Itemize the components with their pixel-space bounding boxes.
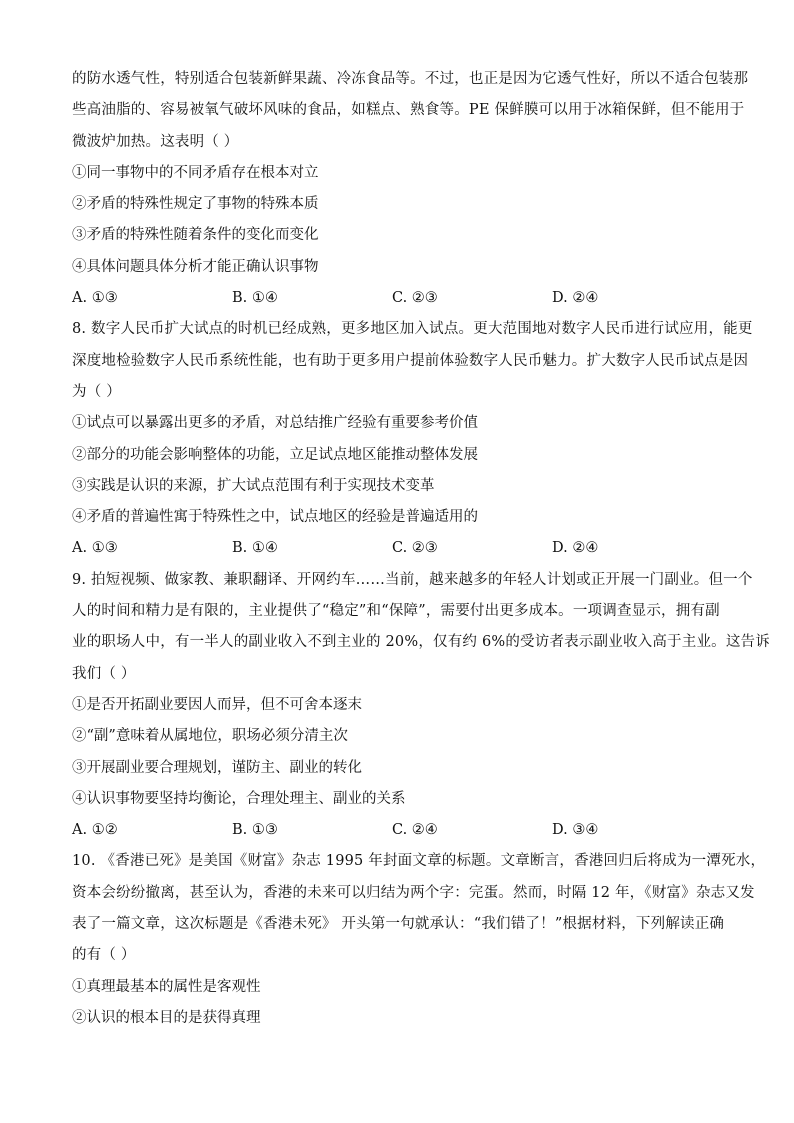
stem-line: 的防水透气性，特别适合包装新鲜果蔬、冷冻食品等。不过，也正是因为它透气性好，所以不适合包装那 (72, 71, 749, 87)
stem-line: 10. 《香港已死》是美国《财富》杂志 1995 年封面文章的标题。文章断言，香港回归后将成为一潭死水， (72, 853, 766, 870)
statement-2: ②矛盾的特殊性规定了事物的特殊本质 (72, 196, 319, 213)
stem-line: 微波炉加热。这表明（ ） (72, 133, 239, 150)
statement-1: ①真理最基本的属性是客观性 (72, 978, 261, 995)
option-d: D. ②④ (552, 540, 599, 557)
statement-2: ②“副”意味着从属地位，职场必须分清主次 (72, 728, 348, 745)
question-7 (72, 64, 749, 314)
option-b: B. ①④ (232, 290, 278, 307)
option-a: A. ①③ (72, 540, 118, 557)
option-a: A. ①③ (72, 290, 118, 307)
option-b: B. ①③ (232, 822, 278, 839)
statement-1: ①同一事物中的不同矛盾存在根本对立 (72, 164, 319, 181)
option-d: D. ②④ (552, 290, 599, 307)
statement-3: ③矛盾的特殊性随着条件的变化而变化 (72, 227, 319, 244)
stem-line: 表了一篇文章，这次标题是《香港未死》 开头第一句就承认：“我们错了！”根据材料，下列解读正确 (72, 916, 725, 933)
question-7-options (72, 283, 727, 314)
option-d: D. ③④ (552, 822, 599, 839)
exam-page (72, 64, 770, 1034)
option-c: C. ②③ (392, 290, 438, 307)
question-8 (72, 314, 753, 564)
stem-line: 些高油脂的、容易被氧气破坏风味的食品，如糕点、熟食等。PE 保鲜膜可以用于冰箱保鲜，但不能用于 (72, 102, 745, 119)
option-c: C. ②③ (392, 540, 438, 557)
stem-line: 深度地检验数字人民币系统性能，也有助于更多用户提前体验数字人民币魅力。扩大数字人民币试点是因 (72, 352, 749, 369)
stem-line: 为（ ） (72, 383, 121, 400)
question-8-stem (72, 314, 753, 408)
statement-3: ③开展副业要合理规划，谨防主、副业的转化 (72, 759, 362, 776)
option-b: B. ①④ (232, 540, 278, 557)
question-10-stem (72, 846, 766, 971)
stem-line: 资本会纷纷撤离，甚至认为，香港的未来可以归结为两个字：完蛋。然而，时隔 12 年，《财富》杂志又发 (72, 884, 755, 901)
statement-4: ④矛盾的普遍性寓于特殊性之中，试点地区的经验是普遍适用的 (72, 509, 478, 526)
stem-line: 我们（ ） (72, 665, 136, 682)
statement-4: ④认识事物要坚持均衡论，合理处理主、副业的关系 (72, 790, 406, 807)
statement-4: ④具体问题具体分析才能正确认识事物 (72, 258, 319, 275)
statement-3: ③实践是认识的来源，扩大试点范围有利于实现技术变革 (72, 477, 435, 494)
stem-line: 的有（ ） (72, 947, 136, 964)
stem-line: 人的时间和精力是有限的，主业提供了“稳定”和“保障”，需要付出更多成本。一项调查显示，拥有副 (72, 603, 720, 620)
stem-line: 9. 拍短视频、做家教、兼职翻译、开网约车……当前，越来越多的年轻人计划或正开展一门副业。但一个 (72, 571, 753, 588)
question-9 (72, 565, 770, 847)
statement-2: ②部分的功能会影响整体的功能，立足试点地区能推动整体发展 (72, 446, 478, 463)
question-10 (72, 846, 766, 1034)
statement-1: ①试点可以暴露出更多的矛盾，对总结推广经验有重要参考价值 (72, 415, 478, 432)
statement-1: ①是否开拓副业要因人而异，但不可舍本逐末 (72, 696, 362, 713)
question-9-options (72, 815, 727, 846)
stem-line: 业的职场人中，有一半人的副业收入不到主业的 20%，仅有约 6%的受访者表示副业收入高于主业。这告诉 (72, 634, 770, 651)
question-7-stem (72, 64, 749, 158)
stem-line: 8. 数字人民币扩大试点的时机已经成熟，更多地区加入试点。更大范围地对数字人民币进行试应用，能更 (72, 321, 753, 338)
question-8-options (72, 533, 727, 564)
question-9-stem (72, 565, 770, 690)
option-a: A. ①② (72, 822, 118, 839)
option-c: C. ②④ (392, 822, 438, 839)
statement-2: ②认识的根本目的是获得真理 (72, 1009, 261, 1026)
